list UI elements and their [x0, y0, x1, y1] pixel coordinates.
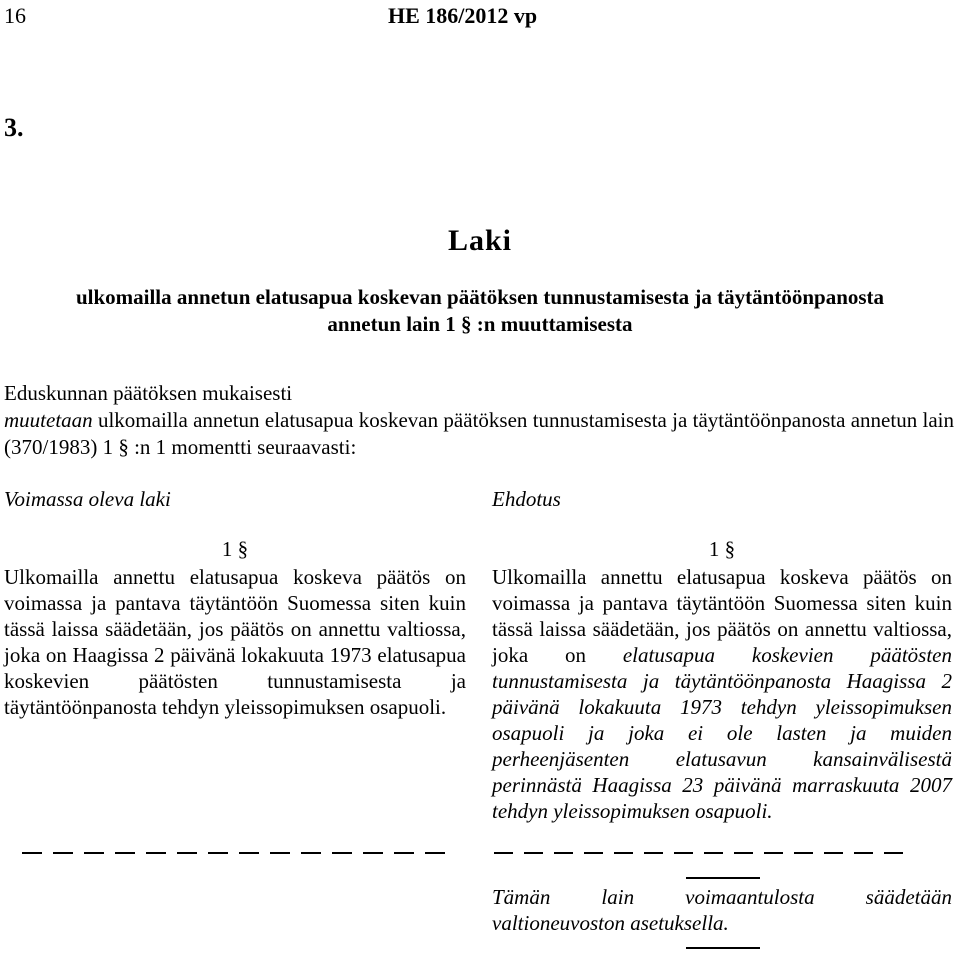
intro-paragraph	[4, 380, 954, 461]
proposal-heading: Ehdotus	[492, 487, 561, 511]
page-number: 16	[4, 3, 26, 28]
section-number: 3.	[4, 113, 24, 142]
current-section-mark: 1 §	[221, 537, 249, 561]
proposal-text-italic: elatusapua koskevien päätösten tunnustamisesta ja täytäntöönpanosta Haagissa 2 päivänä lokakuuta 1973 tehdyn yleissopimuksen osapuoli ja joka ei ole lasten ja muiden perheenjäsenten elatusavun kansainvälisestä perinnästä Haagissa 23 päivänä marraskuuta 2007 tehdyn yleissopimuksen osapuoli.	[492, 643, 952, 823]
amend-verb: muutetaan	[4, 408, 93, 432]
amendment-clause	[4, 407, 954, 461]
law-title: Laki	[447, 224, 513, 257]
current-section-text: Ulkomailla annettu elatusapua koskeva päätös on voimassa ja pantava täytäntöön Suomessa siten kuin tässä laissa säädetään, jos päätös on annettu valtiossa, joka on Haagissa 2 päivänä lokakuuta 1973 elatusapua koskevien päätösten tunnustamisesta ja täytäntöönpanosta tehdyn yleissopimuksen osapuoli.	[4, 565, 466, 719]
proposal-text-plain: Ulkomailla annettu elatusapua koskeva päätös on voimassa ja pantava täytäntöön Suomessa siten kuin tässä laissa säädetään, jos päätös on annettu valtiossa, joka on	[492, 565, 952, 667]
proposal-omission-dashes	[494, 852, 903, 854]
proposal-column	[492, 536, 952, 824]
amend-text: ulkomailla annetun elatusapua koskevan päätöksen tunnustamisesta ja täytäntöönpanosta annetun lain (370/1983) 1 § :n 1 momentti seuraavasti:	[4, 408, 954, 459]
current-omission-dashes	[22, 852, 445, 854]
end-separator-line	[686, 947, 760, 949]
law-subtitle	[0, 284, 960, 338]
proposal-section-text	[492, 564, 952, 824]
entry-into-force-clause: Tämän lain voimaantulosta säädetään valtioneuvoston asetuksella.	[492, 885, 952, 935]
separator-line	[686, 877, 760, 879]
law-subtitle-line-2: annetun lain 1 § :n muuttamisesta	[327, 312, 633, 336]
document-id: HE 186/2012 vp	[388, 3, 538, 28]
law-subtitle-line-1: ulkomailla annetun elatusapua koskevan päätöksen tunnustamisesta ja täytäntöönpanosta	[75, 285, 885, 309]
current-law-column	[4, 536, 466, 720]
intro-line: Eduskunnan päätöksen mukaisesti	[4, 381, 293, 405]
current-law-heading: Voimassa oleva laki	[4, 487, 171, 511]
proposal-section-mark: 1 §	[708, 537, 736, 561]
